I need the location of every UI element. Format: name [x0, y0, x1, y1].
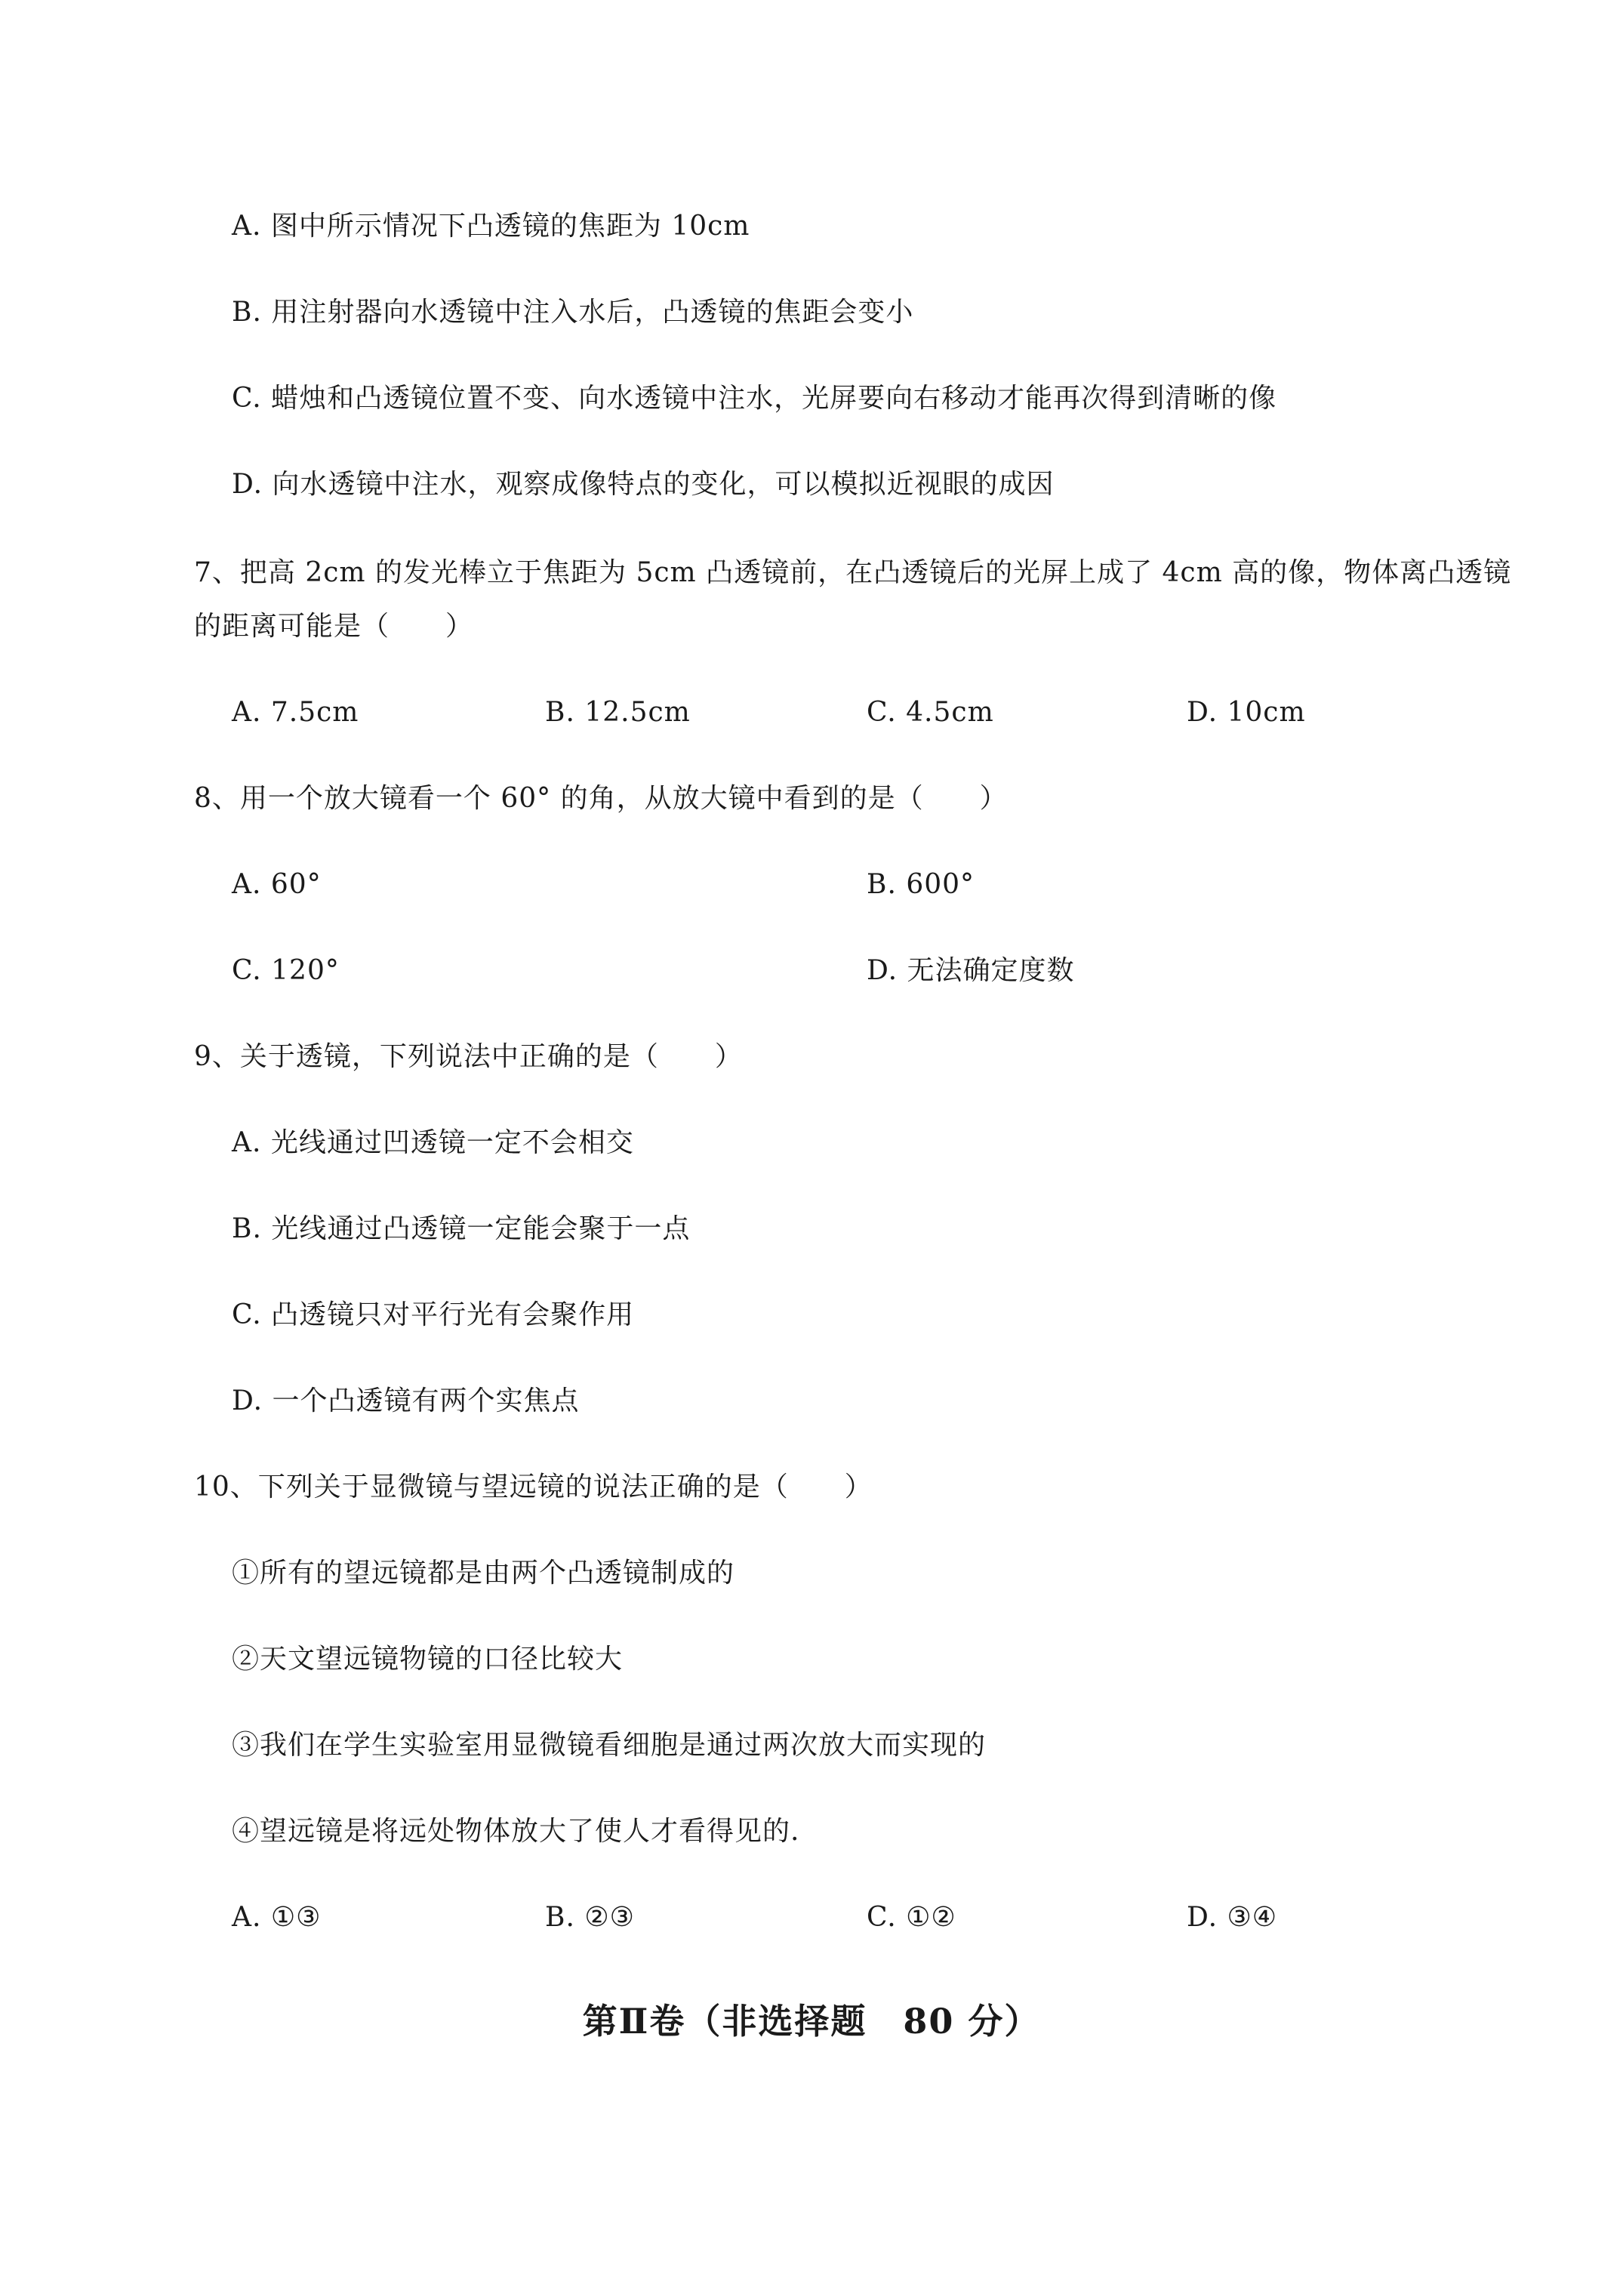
q9-option-c: C. 凸透镜只对平行光有会聚作用	[232, 1299, 635, 1330]
q8-option-b: B. 600°	[867, 869, 975, 900]
q10-option-a: A. ①③	[232, 1902, 322, 1933]
q10-option-d: D. ③④	[1187, 1902, 1278, 1933]
q8-stem: 8、用一个放大镜看一个 60° 的角，从放大镜中看到的是（ ）	[194, 783, 1008, 814]
q7-option-a: A. 7.5cm	[232, 697, 359, 728]
section-2-title: 第Ⅱ卷（非选择题 80 分）	[582, 2001, 1041, 2042]
q10-statement-3: ③我们在学生实验室用显微镜看细胞是通过两次放大而实现的	[232, 1730, 987, 1761]
q8-option-d: D. 无法确定度数	[867, 955, 1075, 986]
q6-option-a: A. 图中所示情况下凸透镜的焦距为 10cm	[232, 211, 750, 242]
q7-option-d: D. 10cm	[1187, 697, 1306, 728]
q9-option-d: D. 一个凸透镜有两个实焦点	[232, 1385, 580, 1416]
q7-stem-line2: 的距离可能是（ ）	[194, 611, 474, 642]
q9-option-b: B. 光线通过凸透镜一定能会聚于一点	[232, 1213, 691, 1244]
q7-option-b: B. 12.5cm	[545, 697, 691, 728]
q8-option-c: C. 120°	[232, 955, 340, 986]
q7-stem-line1: 7、把高 2cm 的发光棒立于焦距为 5cm 凸透镜前，在凸透镜后的光屏上成了 4cm 高的像，物体离凸透镜	[194, 557, 1512, 588]
q9-option-a: A. 光线通过凹透镜一定不会相交	[232, 1127, 634, 1158]
q8-option-a: A. 60°	[232, 869, 322, 900]
q10-option-b: B. ②③	[545, 1902, 635, 1933]
q6-option-b: B. 用注射器向水透镜中注入水后，凸透镜的焦距会变小	[232, 297, 914, 328]
q6-option-d: D. 向水透镜中注水，观察成像特点的变化，可以模拟近视眼的成因	[232, 469, 1055, 500]
q9-stem: 9、关于透镜，下列说法中正确的是（ ）	[194, 1041, 743, 1072]
q10-stem: 10、下列关于显微镜与望远镜的说法正确的是（ ）	[194, 1472, 873, 1502]
q10-option-c: C. ①②	[867, 1902, 956, 1933]
q10-statement-1: ①所有的望远镜都是由两个凸透镜制成的	[232, 1558, 735, 1589]
q7-option-c: C. 4.5cm	[867, 697, 994, 728]
q10-statement-2: ②天文望远镜物镜的口径比较大	[232, 1644, 624, 1675]
q6-option-c: C. 蜡烛和凸透镜位置不变、向水透镜中注水，光屏要向右移动才能再次得到清晰的像	[232, 383, 1277, 414]
q10-statement-4: ④望远镜是将远处物体放大了使人才看得见的.	[232, 1816, 800, 1847]
